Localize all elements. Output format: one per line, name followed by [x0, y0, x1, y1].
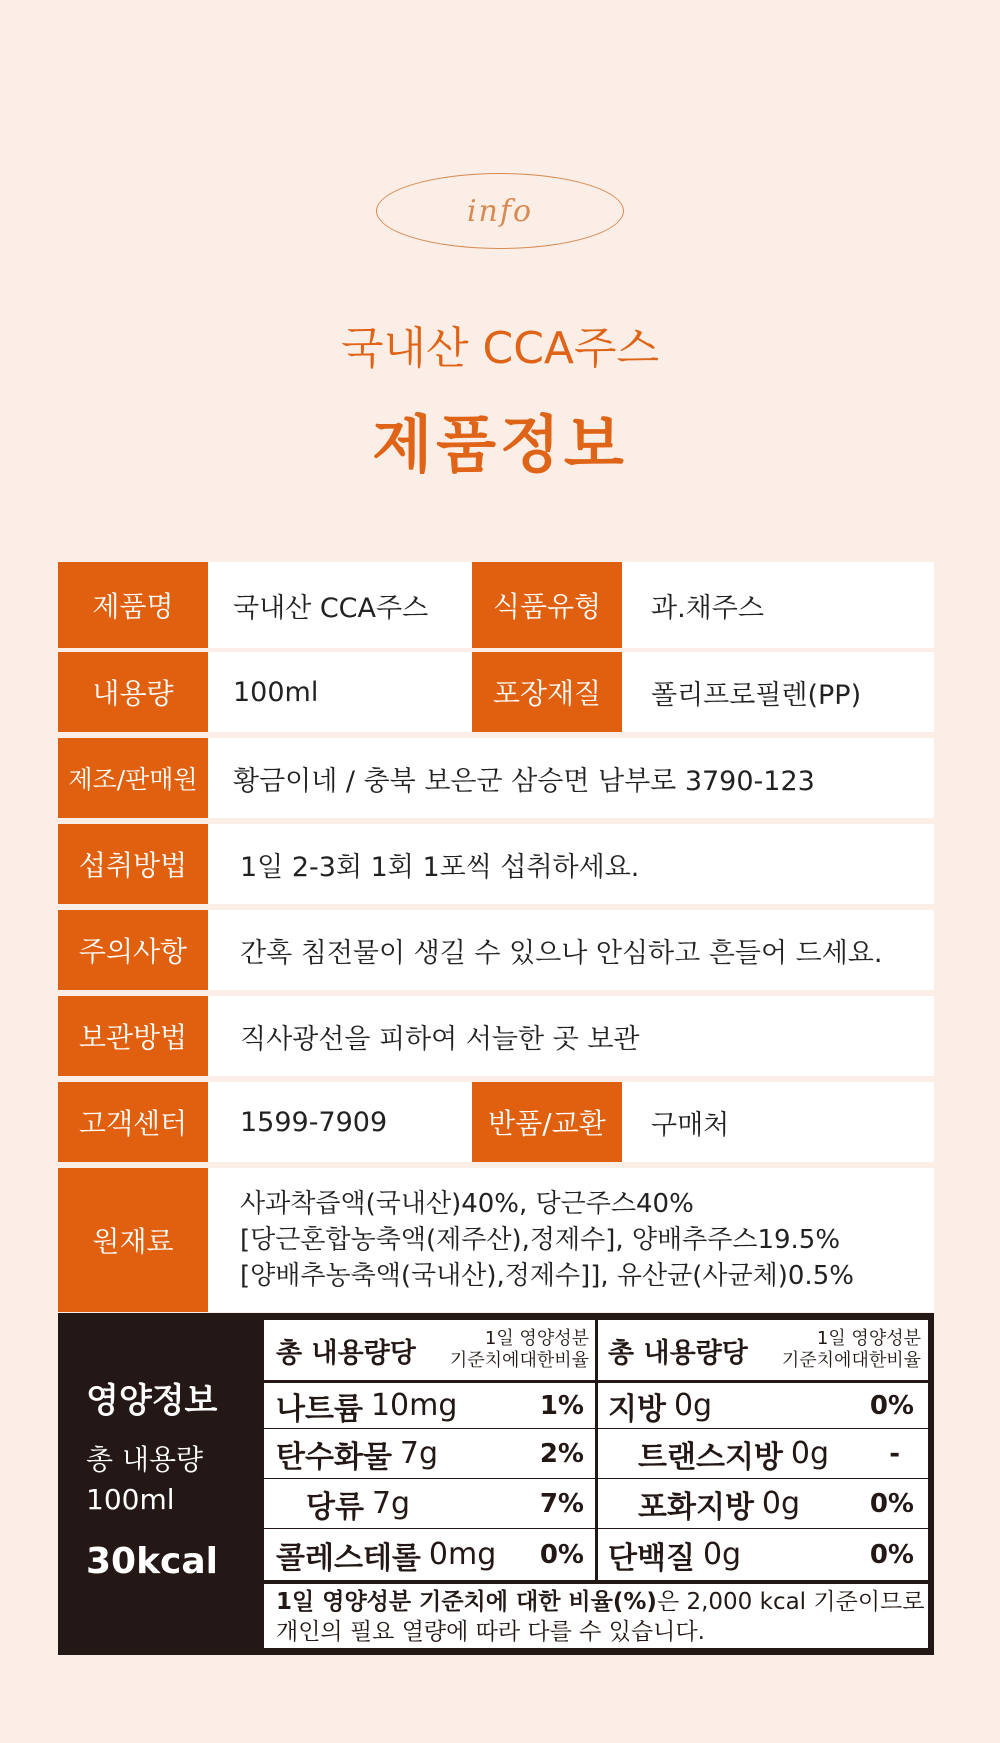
- row-maker: [58, 738, 934, 818]
- nutrition-kcal: 30kcal: [86, 1541, 219, 1582]
- row-storage: [58, 996, 934, 1076]
- row-caution: [58, 910, 934, 990]
- nutrition-total: [86, 1440, 203, 1520]
- nutrient-pct: -: [889, 1438, 900, 1469]
- nutrient-fat: [608, 1383, 712, 1428]
- nutrition-header-right: 총 내용량당: [608, 1337, 748, 1369]
- nutrient-pct: 7%: [539, 1488, 584, 1519]
- row-product-name: [58, 562, 934, 648]
- nutrition-panel: [58, 1313, 934, 1655]
- nutrient-name: 나트륨: [276, 1391, 363, 1427]
- ingredient-line: [당근혼합농축액(제주산),정제수], 양배추주스19.5%: [240, 1225, 841, 1255]
- row-customer-service: [58, 1082, 934, 1162]
- nutrient-amount: 10mg: [370, 1388, 458, 1423]
- label-maker: 제조/판매원: [58, 738, 208, 818]
- label-ingredients: 원재료: [58, 1168, 208, 1312]
- product-subtitle: 국내산 CCA주스: [340, 323, 660, 374]
- divider: [595, 1320, 598, 1580]
- nutrient-amount: 0g: [702, 1537, 742, 1572]
- nutrition-summary: [58, 1313, 260, 1655]
- nutrient-carbs: [276, 1429, 438, 1478]
- nutrient-name: 탄수화물: [276, 1439, 392, 1475]
- label-storage: 보관방법: [58, 996, 208, 1076]
- value-caution: 간혹 침전물이 생길 수 있으나 안심하고 흔들어 드세요.: [240, 937, 883, 969]
- nutrient-pct: 0%: [869, 1488, 914, 1519]
- nutrient-trans-fat: [638, 1429, 829, 1478]
- nutrient-protein: [608, 1529, 741, 1580]
- info-badge-text: info: [466, 193, 534, 229]
- nutrition-facts-box: [264, 1320, 928, 1648]
- nutrient-pct: 0%: [539, 1539, 584, 1570]
- value-customer-service: 1599-7909: [240, 1106, 388, 1138]
- footnote-line-1: [276, 1587, 924, 1617]
- value-food-type: 과.채주스: [651, 592, 764, 624]
- nutrient-name: 콜레스테롤: [276, 1540, 421, 1576]
- footnote-rest: 은 2,000 kcal 기준이므로: [656, 1589, 925, 1615]
- ratio-header-line: 1일 영양성분: [484, 1328, 589, 1349]
- value-storage: 직사광선을 피하여 서늘한 곳 보관: [240, 1023, 640, 1055]
- info-badge: [376, 173, 624, 249]
- ratio-header-line: 1일 영양성분: [816, 1328, 921, 1349]
- nutrient-amount: 0mg: [428, 1537, 497, 1572]
- label-customer-service: 고객센터: [58, 1082, 208, 1162]
- nutrient-name: 지방: [608, 1391, 666, 1427]
- divider: [264, 1580, 928, 1584]
- label-food-type: 식품유형: [472, 562, 622, 648]
- nutrient-amount: 0g: [790, 1436, 830, 1471]
- nutrient-name: 당류: [306, 1489, 364, 1525]
- ingredient-line: 사과착즙액(국내산)40%, 당근주스40%: [240, 1189, 694, 1219]
- ratio-header-line: 기준치에대한비율: [781, 1350, 921, 1371]
- nutrient-name: 포화지방: [638, 1489, 754, 1525]
- label-return: 반품/교환: [472, 1082, 622, 1162]
- label-caution: 주의사항: [58, 910, 208, 990]
- page-title: 제품정보: [372, 408, 628, 481]
- nutrient-sodium: [276, 1383, 457, 1428]
- nutrient-pct: 0%: [869, 1539, 914, 1570]
- nutrition-total-label: 총 내용량: [86, 1443, 204, 1476]
- nutrition-footnote: [276, 1587, 924, 1647]
- nutrition-header-ratio-left: [424, 1320, 589, 1380]
- value-maker: 황금이네 / 충북 보은군 삼승면 남부로 3790-123: [233, 765, 815, 797]
- value-packaging: 폴리프로필렌(PP): [651, 679, 862, 711]
- footnote-bold: 1일 영양성분 기준치에 대한 비율(%): [276, 1589, 657, 1615]
- value-intake: 1일 2-3회 1회 1포씩 섭취하세요.: [240, 851, 640, 883]
- row-ingredients: [58, 1168, 934, 1312]
- nutrition-header-left: 총 내용량당: [276, 1337, 416, 1369]
- nutrient-pct: 2%: [539, 1438, 584, 1469]
- row-intake: [58, 824, 934, 904]
- value-return: 구매처: [651, 1109, 730, 1141]
- nutrition-header-ratio-right: [756, 1320, 921, 1380]
- nutrient-name: 트랜스지방: [638, 1439, 783, 1475]
- nutrient-sugars: [306, 1479, 410, 1528]
- label-intake: 섭취방법: [58, 824, 208, 904]
- label-product-name: 제품명: [58, 562, 208, 648]
- footnote-line-2: 개인의 필요 열량에 따라 다를 수 있습니다.: [276, 1619, 705, 1645]
- nutrition-total-value: 100ml: [86, 1483, 175, 1516]
- row-volume: [58, 652, 934, 732]
- nutrient-amount: 7g: [399, 1436, 439, 1471]
- nutrient-saturated-fat: [638, 1479, 800, 1528]
- value-product-name: 국내산 CCA주스: [233, 592, 429, 624]
- label-volume: 내용량: [58, 652, 208, 732]
- ingredient-line: [양배추농축액(국내산),정제수]], 유산균(사균체)0.5%: [240, 1261, 854, 1291]
- nutrient-amount: 0g: [761, 1486, 801, 1521]
- nutrient-pct: 0%: [869, 1390, 914, 1421]
- nutrient-name: 단백질: [608, 1540, 695, 1576]
- ratio-header-line: 기준치에대한비율: [449, 1350, 589, 1371]
- nutrient-amount: 0g: [673, 1388, 713, 1423]
- value-ingredients: [240, 1168, 854, 1312]
- nutrient-pct: 1%: [539, 1390, 584, 1421]
- nutrition-title: 영양정보: [86, 1381, 218, 1421]
- nutrient-cholesterol: [276, 1529, 496, 1580]
- label-packaging: 포장재질: [472, 652, 622, 732]
- nutrient-amount: 7g: [371, 1486, 411, 1521]
- value-volume: 100ml: [233, 676, 319, 708]
